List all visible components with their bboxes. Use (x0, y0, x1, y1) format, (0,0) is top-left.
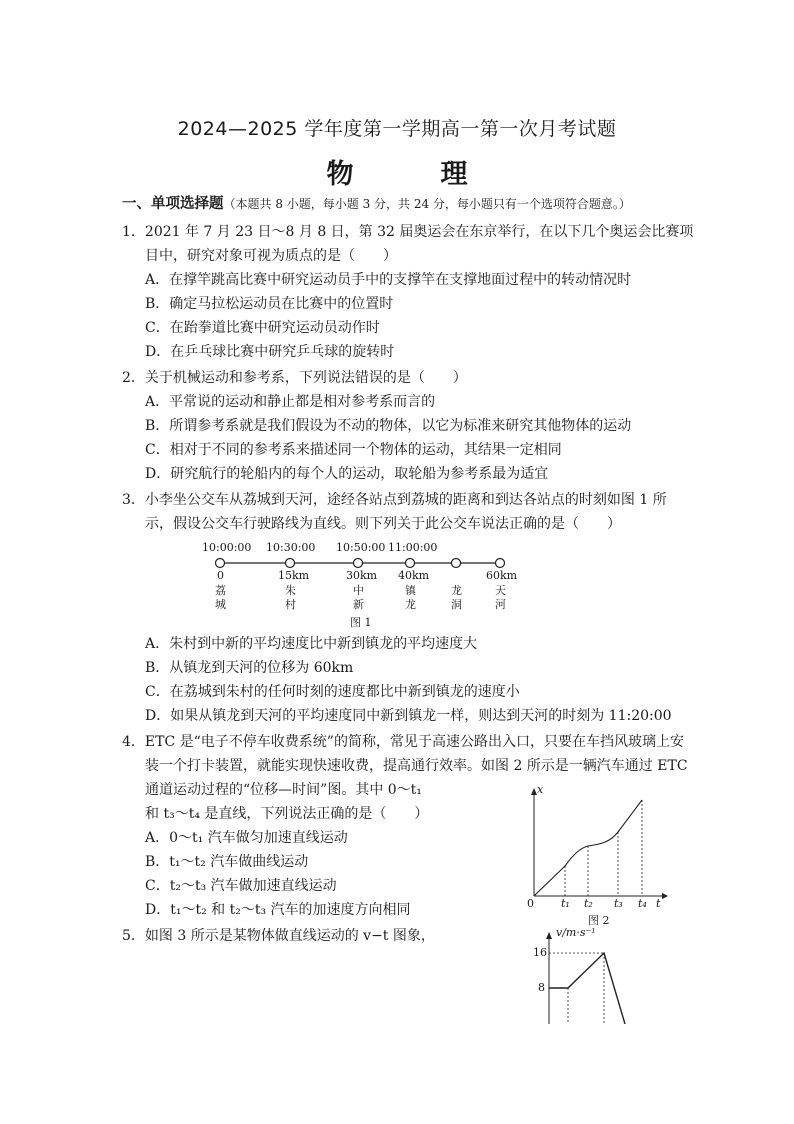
station-name-char: 龙 (451, 584, 462, 597)
station-name-char: 河 (495, 598, 506, 611)
q1-option-d: D．在乒乓球比赛中研究乒乓球的旋转时 (145, 344, 395, 360)
q2-stem: 2．关于机械运动和参考系，下列说法错误的是（ ） (122, 370, 467, 386)
q3-option-a: A．朱村到中新的平均速度比中新到镇龙的平均速度大 (145, 636, 478, 652)
exam-title: 2024—2025 学年度第一学期高一第一次月考试题 (177, 118, 617, 140)
graph-x-label: t (656, 897, 661, 910)
figure-caption: 图 2 (588, 914, 610, 927)
q2-option-d: D．研究航行的轮船内的每个人的运动，取轮船为参考系最为适宜 (145, 466, 549, 482)
q3-option-d: D．如果从镇龙到天河的平均速度同中新到镇龙一样，则达到天河的时刻为 11:20:00 (145, 708, 672, 724)
station-time: 10:50:00 (336, 541, 386, 554)
station-time: 11:00:00 (388, 541, 438, 554)
q1-option-c: C．在跆拳道比赛中研究运动员动作时 (145, 320, 380, 336)
q4-stem-line2: 装一个打卡装置，就能实现快速收费，提高通行效率。如图 2 所示是一辆汽车通过 ETC (145, 758, 688, 774)
section-title: 一、单项选择题 (122, 196, 224, 212)
station-name-char: 龙 (405, 598, 416, 611)
tick-label: t₄ (638, 897, 647, 910)
station-name-char: 朱 (285, 584, 296, 597)
q1-stem-line1: 1．2021 年 7 月 23 日～8 月 8 日，第 32 届奥运会在东京举行，在以下几个奥运会比赛项 (122, 224, 694, 240)
tick-label: 16 (533, 946, 547, 959)
q3-option-b: B．从镇龙到天河的位移为 60km (145, 660, 354, 676)
q5-stem: 5．如图 3 所示是某物体做直线运动的 v−t 图象， (122, 928, 435, 944)
station-name-char: 荔 (215, 584, 226, 597)
station-distance: 30km (346, 569, 378, 582)
station-distance: 15km (278, 569, 310, 582)
q1-stem-line2: 目中，研究对象可视为质点的是（ ） (145, 248, 397, 264)
q4-stem-line1: 4．ETC 是“电子不停车收费系统”的简称，常见于高速公路出入口，只要在车挡风玻璃上安 (122, 734, 684, 750)
q4-option-b: B．t₁～t₂ 汽车做曲线运动 (145, 854, 309, 870)
station-name-char: 天 (495, 584, 506, 597)
q1-option-a: A．在撑竿跳高比赛中研究运动员手中的支撑竿在支撑地面过程中的转动情况时 (145, 272, 632, 288)
subject-title: 物 理 (326, 159, 498, 190)
station-name-char: 镇 (405, 584, 416, 597)
q2-option-a: A．平常说的运动和静止都是相对参考系而言的 (145, 394, 436, 410)
station-time: 10:30:00 (266, 541, 316, 554)
station-name-char: 洞 (451, 598, 462, 611)
q4-option-a: A．0～t₁ 汽车做匀加速直线运动 (145, 830, 348, 846)
tick-label: t₂ (584, 897, 593, 910)
tick-label: 8 (538, 981, 545, 994)
graph-y-label: x (537, 783, 544, 796)
station-name-char: 中 (353, 584, 364, 597)
tick-label: t₁ (561, 897, 570, 910)
station-name-char: 城 (215, 598, 226, 611)
q3-stem-line1: 3．小李坐公交车从荔城到天河，途经各站点到荔城的距离和到达各站点的时刻如图 1 所 (122, 492, 667, 508)
q4-stem-line3: 通道运动过程的“位移—时间”图。其中 0～t₁ (145, 782, 422, 798)
tick-label: t₃ (614, 897, 623, 910)
figure-1-bus-route (200, 538, 530, 633)
q3-option-c: C．在荔城到朱村的任何时刻的速度都比中新到镇龙的速度小 (145, 684, 520, 700)
q2-option-c: C．相对于不同的参考系来描述同一个物体的运动，其结果一定相同 (145, 442, 562, 458)
q3-stem-line2: 示，假设公交车行驶路线为直线。则下列关于此公交车说法正确的是（ ） (145, 516, 621, 532)
station-name-char: 村 (285, 598, 296, 611)
figure-caption: 图 1 (350, 616, 372, 629)
q2-option-b: B．所谓参考系就是我们假设为不动的物体，以它为标准来研究其他物体的运动 (145, 418, 632, 434)
station-distance: 40km (398, 569, 430, 582)
vt-graph-svg (520, 924, 670, 1024)
section-note: （本题共 8 小题，每小题 3 分，共 24 分，每小题只有一个选项符合题意。） (223, 197, 631, 211)
q4-option-d: D．t₁～t₂ 和 t₂～t₃ 汽车的加速度方向相同 (145, 902, 411, 918)
figure-3-vt-graph (520, 924, 670, 1024)
q4-option-c: C．t₂～t₃ 汽车做加速直线运动 (145, 878, 337, 894)
xt-graph-svg (522, 782, 672, 922)
graph-y-label: v/m·s⁻¹ (556, 926, 596, 939)
figure-2-xt-graph (522, 782, 672, 927)
station-distance: 60km (486, 569, 518, 582)
section-heading (122, 194, 631, 214)
graph-origin: 0 (527, 897, 534, 910)
station-distance: 0 (217, 569, 224, 582)
q1-option-b: B．确定马拉松运动员在比赛中的位置时 (145, 296, 394, 312)
station-time: 10:00:00 (202, 541, 252, 554)
station-name-char: 新 (353, 598, 364, 611)
q4-stem-line4: 和 t₃～t₄ 是直线，下列说法正确的是（ ） (145, 806, 429, 822)
